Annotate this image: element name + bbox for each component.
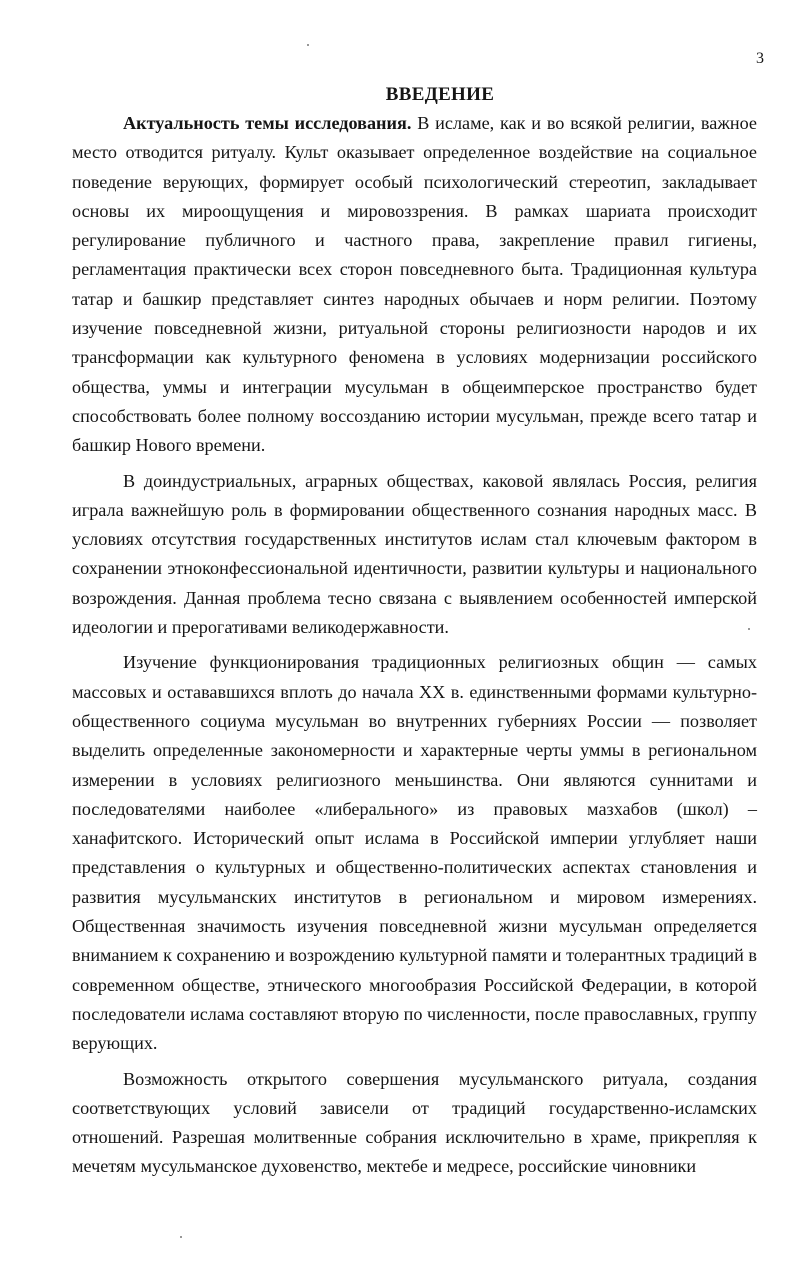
paragraph-text: Возможность открытого совершения мусульманского ритуала, создания соответствующих условий зависели от традиций государственно-исламских отношений. Разрешая молитвенные собрания исключительно в храме, прикрепляя к мечетям мусульманское духовенство, мектебе и медресе, российские чиновники [72,1068,757,1177]
scan-speck [307,44,309,46]
section-heading: ВВЕДЕНИЕ [385,84,495,105]
paragraph-text: В исламе, как и во всякой религии, важное место отводится ритуалу. Культ оказывает определенное воздействие на социальное поведение верующих, формирует особый психологический стереотип, закладывает основы их мироощущения и мировоззрения. В рамках шариата происходит регулирование публичного и частного права, закрепление правил гигиены, регламентация практически всех сторон повседневного быта. Традиционная культура татар и башкир представляет синтез народных обычаев и норм религии. Поэтому изучение повседневной жизни, ритуальной стороны религиозности народов и их трансформации как культурного феномена в условиях модернизации российского общества, уммы и интеграции мусульман в общеимперское пространство будет способствовать более полному воссозданию истории мусульман, прежде всего татар и башкир Нового времени. [72,113,758,456]
body-text [72,109,757,1182]
paragraph-ritual [72,1065,757,1182]
paragraph-text: В доиндустриальных, аграрных обществах, каковой являлась Россия, религия играла важнейшую роль в формировании общественного сознания народных масс. В условиях отсутствия государственных институтов ислам стал ключевым фактором в сохранении этноконфессиональной идентичности, развитии культуры и национального возрождения. Данная проблема тесно связана с выявлением особенностей имперской идеологии и прерогативами великодержавности. [72,470,757,638]
paragraph-communities [72,648,757,1058]
scan-speck [748,628,750,630]
paragraph-lead: Актуальность темы исследования. [123,113,412,133]
scan-speck [180,1236,182,1238]
paragraph-relevance [72,109,757,461]
paragraph-preindustrial [72,467,757,643]
paragraph-text: Изучение функционирования традиционных религиозных общин — самых массовых и остававшихся вплоть до начала XX в. единственными формами культурно-общественного социума мусульман во внутренних губерниях России — позволяет выделить определенные закономерности и характерные черты уммы в региональном измерении в условиях религиозного меньшинства. Они являются суннитами и последователями наиболее «либерального» из правовых мазхабов (школ) – ханафитского. Исторический опыт ислама в Российской империи углубляет наши представления о культурных и общественно-политических аспектах становления и развития мусульманских институтов в региональном и мировом измерениях. Общественная значимость изучения повседневной жизни мусульман определяется вниманием к сохранению и возрождению культурной памяти и толерантных традиций в современном обществе, этнического многообразия Российской Федерации, в которой последователи ислама составляют вторую по численности, после православных, группу верующих. [72,652,757,1054]
page-number: 3 [756,50,764,67]
